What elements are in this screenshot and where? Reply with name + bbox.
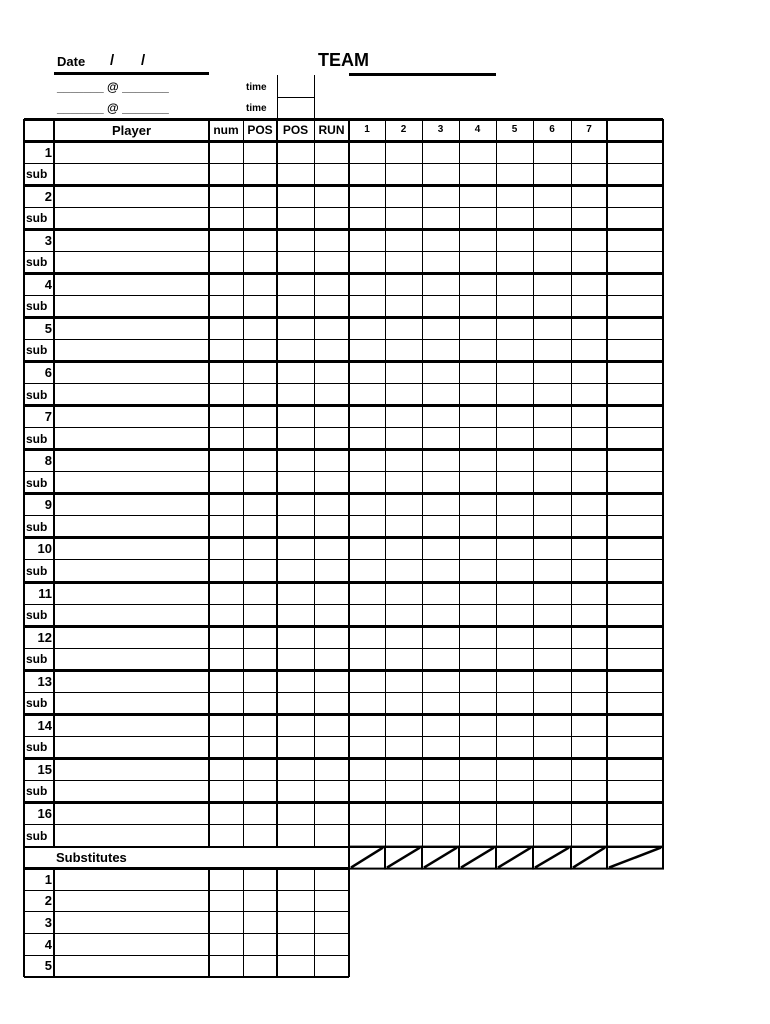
batting-order-number: 14 xyxy=(37,717,52,733)
totals-slash xyxy=(424,848,457,868)
column-header-player: Player xyxy=(111,122,152,138)
substitute-cell[interactable] xyxy=(54,933,209,955)
batting-order-number: 1 xyxy=(44,144,52,160)
batting-order-number: 8 xyxy=(44,453,52,469)
batting-order-number: 5 xyxy=(44,320,52,336)
sub-label: sub xyxy=(26,343,48,358)
substitute-number: 3 xyxy=(44,915,52,931)
sub-label: sub xyxy=(26,784,48,799)
substitute-cell[interactable] xyxy=(54,955,209,977)
substitute-cell[interactable] xyxy=(243,933,277,955)
date-slash-2: / xyxy=(141,52,146,69)
column-border xyxy=(208,869,210,977)
column-header-inning-2: 2 xyxy=(400,124,407,135)
substitute-cell[interactable] xyxy=(54,869,209,891)
sub-label: sub xyxy=(26,696,48,711)
totals-slash xyxy=(609,848,661,868)
column-header-run: RUN xyxy=(318,123,345,137)
sub-label: sub xyxy=(26,255,48,270)
substitute-cell[interactable] xyxy=(277,933,314,955)
substitute-cell[interactable] xyxy=(314,955,349,977)
batting-order-number: 6 xyxy=(44,365,52,381)
substitute-cell[interactable] xyxy=(209,869,243,891)
substitute-cell[interactable] xyxy=(54,912,209,934)
column-border xyxy=(53,869,55,977)
substitute-cell[interactable] xyxy=(277,955,314,977)
substitute-cell[interactable] xyxy=(243,955,277,977)
matchup-line-2[interactable]: _______ @ _______ xyxy=(57,101,169,115)
column-border xyxy=(348,847,350,869)
column-border xyxy=(314,869,315,977)
batting-order-number: 9 xyxy=(44,497,52,513)
batting-order-number: 12 xyxy=(37,629,52,645)
column-header-pos-1: POS xyxy=(247,123,273,137)
batting-order-number: 4 xyxy=(44,276,52,292)
sub-label: sub xyxy=(26,828,48,843)
sub-label: sub xyxy=(26,519,48,534)
column-border xyxy=(276,869,278,977)
sub-label: sub xyxy=(26,299,48,314)
sub-label: sub xyxy=(26,563,48,578)
totals-slash xyxy=(351,848,383,868)
batting-order-number: 7 xyxy=(44,409,52,425)
sub-label: sub xyxy=(26,211,48,226)
time-label-1: time xyxy=(246,82,267,93)
substitute-number: 4 xyxy=(44,936,52,952)
substitutes-label: Substitutes xyxy=(56,850,127,866)
totals-slash xyxy=(573,848,605,868)
substitute-cell[interactable] xyxy=(243,890,277,912)
sub-label: sub xyxy=(26,431,48,446)
column-header-inning-5: 5 xyxy=(511,124,518,135)
substitute-cell[interactable] xyxy=(314,869,349,891)
substitute-row-divider xyxy=(24,976,349,978)
substitute-cell[interactable] xyxy=(209,890,243,912)
sub-label: sub xyxy=(26,652,48,667)
date-slash-1: / xyxy=(110,52,115,69)
column-header-inning-4: 4 xyxy=(474,124,481,135)
column-header-inning-7: 7 xyxy=(586,124,592,135)
batting-order-number: 15 xyxy=(37,761,52,777)
totals-slash xyxy=(461,848,494,868)
team-label: TEAM xyxy=(318,50,369,70)
substitute-number: 5 xyxy=(44,958,52,974)
column-border xyxy=(348,869,350,977)
column-header-inning-3: 3 xyxy=(437,124,444,135)
substitute-cell[interactable] xyxy=(243,912,277,934)
date-label: Date xyxy=(57,54,86,69)
column-header-inning-6: 6 xyxy=(549,124,555,135)
column-header-num: num xyxy=(213,123,239,137)
time-label-2: time xyxy=(246,103,267,114)
column-border xyxy=(243,869,244,977)
substitute-cell[interactable] xyxy=(314,933,349,955)
substitute-cell[interactable] xyxy=(209,912,243,934)
substitute-cell[interactable] xyxy=(314,890,349,912)
totals-slash xyxy=(535,848,569,868)
batting-order-number: 10 xyxy=(37,541,52,557)
substitute-cell[interactable] xyxy=(277,890,314,912)
substitute-cell[interactable] xyxy=(314,912,349,934)
column-header-pos-2: POS xyxy=(282,123,309,137)
sub-label: sub xyxy=(26,475,48,490)
substitute-cell[interactable] xyxy=(277,912,314,934)
sub-label: sub xyxy=(26,740,48,755)
batting-order-number: 13 xyxy=(37,673,52,689)
batting-order-number: 11 xyxy=(38,585,52,601)
totals-slash xyxy=(498,848,531,868)
substitute-cell[interactable] xyxy=(243,869,277,891)
substitute-number: 2 xyxy=(44,893,52,909)
substitute-cell[interactable] xyxy=(54,890,209,912)
substitute-cell[interactable] xyxy=(277,869,314,891)
substitute-number: 1 xyxy=(44,871,52,887)
batting-order-number: 3 xyxy=(44,232,52,248)
substitute-cell[interactable] xyxy=(209,933,243,955)
column-header-inning-1: 1 xyxy=(364,124,370,135)
totals-slash xyxy=(387,848,420,868)
batting-order-number: 2 xyxy=(44,188,52,204)
batting-order-number: 16 xyxy=(37,806,52,822)
sub-label: sub xyxy=(26,167,48,182)
matchup-line-1[interactable]: _______ @ _______ xyxy=(57,80,169,94)
sub-label: sub xyxy=(26,608,48,623)
sub-label: sub xyxy=(26,387,48,402)
substitute-cell[interactable] xyxy=(209,955,243,977)
